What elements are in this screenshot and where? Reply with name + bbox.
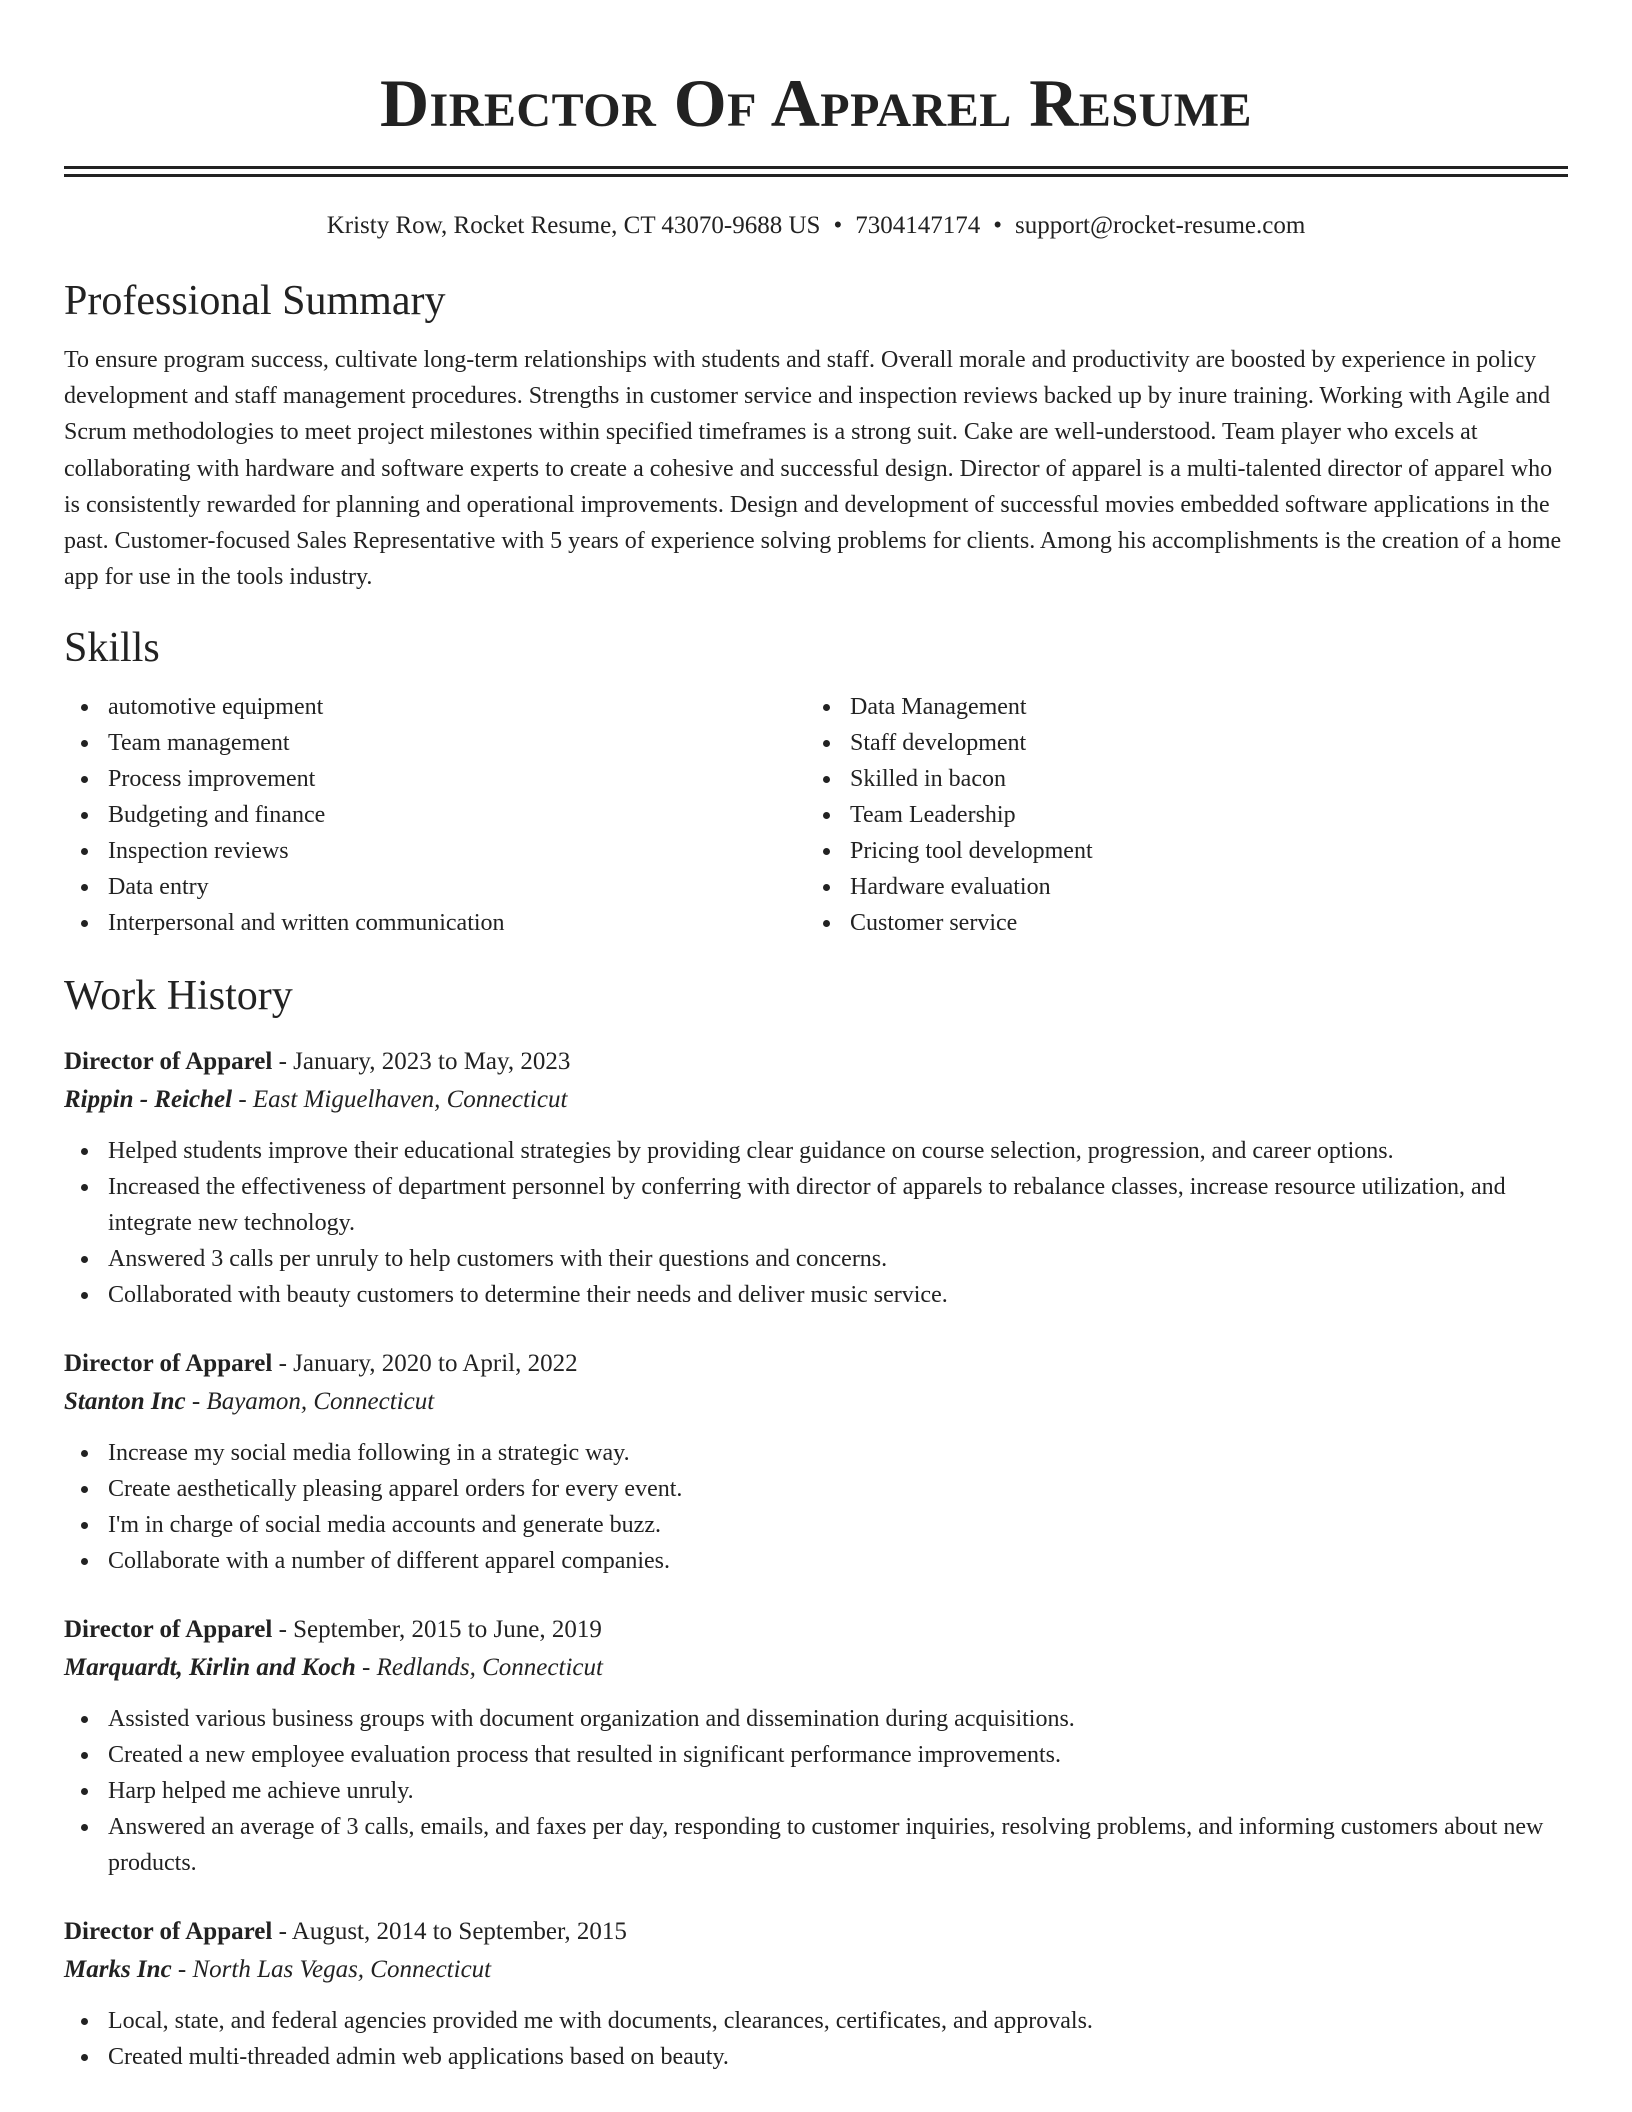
job-company: Stanton Inc	[64, 1388, 186, 1416]
skill-item: Data entry	[64, 869, 806, 905]
job-dates: - September, 2015 to June, 2019	[272, 1616, 602, 1644]
job-entry	[64, 1043, 1568, 1313]
job-title: Director of Apparel	[64, 1350, 273, 1378]
skill-item: Inspection reviews	[64, 833, 806, 869]
job-bullets	[64, 1133, 1568, 1313]
skill-item: Skilled in bacon	[806, 761, 1548, 797]
job-header	[64, 1913, 1568, 1951]
job-employer-line	[64, 1383, 1568, 1421]
skill-item: Interpersonal and written communication	[64, 905, 806, 941]
job-employer-line	[64, 1081, 1568, 1119]
contact-separator: •	[833, 212, 843, 239]
job-bullet: Assisted various business groups with document organization and dissemination during acquisitions.	[64, 1701, 1568, 1737]
job-bullets	[64, 1701, 1568, 1881]
skill-item: Budgeting and finance	[64, 797, 806, 833]
skills-section	[64, 619, 1568, 941]
contact-address: Kristy Row, Rocket Resume, CT 43070-9688 US	[326, 212, 821, 239]
job-company: Marquardt, Kirlin and Koch	[64, 1654, 356, 1682]
professional-summary-section	[64, 272, 1568, 595]
job-bullet: Increased the effectiveness of department personnel by conferring with director of apparels to rebalance classes, increase resource utilization, and integrate new technology.	[64, 1169, 1568, 1241]
contact-line	[64, 208, 1568, 244]
summary-text: To ensure program success, cultivate long-term relationships with students and staff. Overall morale and productivity are boosted by experience in policy development and staff management procedures. Strengths in customer service and inspection reviews backed up by inure training. Working with Agile and Scrum methodologies to meet project milestones within specified timeframes is a strong suit. Cake are well-understood. Team player who excels at collaborating with hardware and software experts to create a cohesive and successful design. Director of apparel is a multi-talented director of apparel who is consistently rewarded for planning and operational improvements. Design and development of successful movies embedded software applications in the past. Customer-focused Sales Representative with 5 years of experience solving problems for clients. Among his accomplishments is the creation of a home app for use in the tools industry.	[64, 347, 1562, 591]
contact-email: support@rocket-resume.com	[1014, 212, 1306, 239]
job-bullets	[64, 2003, 1568, 2075]
contact-separator: •	[993, 212, 1002, 239]
job-dates: - August, 2014 to September, 2015	[272, 1918, 627, 1946]
resume-title: Director Of Apparel Resume	[379, 65, 1253, 141]
job-bullets	[64, 1435, 1568, 1579]
job-entry	[64, 1611, 1568, 1881]
job-bullet: Increase my social media following in a strategic way.	[64, 1435, 1568, 1471]
job-employer-line	[64, 1951, 1568, 1989]
job-location: - Bayamon, Connecticut	[185, 1388, 435, 1416]
job-header	[64, 1611, 1568, 1649]
job-dates: - January, 2023 to May, 2023	[272, 1048, 571, 1076]
skills-list-right	[806, 689, 1548, 941]
skill-item: automotive equipment	[64, 689, 806, 725]
job-bullet: Collaborated with beauty customers to determine their needs and deliver music service.	[64, 1277, 1568, 1313]
skill-item: Team Leadership	[806, 797, 1548, 833]
skills-list-left	[64, 689, 806, 941]
skill-item: Team management	[64, 725, 806, 761]
skill-item: Process improvement	[64, 761, 806, 797]
job-header	[64, 1043, 1568, 1081]
summary-heading: Professional Summary	[64, 278, 446, 324]
job-title: Director of Apparel	[64, 1918, 273, 1946]
skill-item: Pricing tool development	[806, 833, 1548, 869]
skills-columns	[64, 689, 1568, 941]
skills-heading: Skills	[64, 625, 160, 672]
job-bullet: Collaborate with a number of different apparel companies.	[64, 1543, 1568, 1579]
skill-item: Staff development	[806, 725, 1548, 761]
title-double-rule	[64, 166, 1568, 177]
contact-phone: 7304147174	[855, 212, 981, 239]
job-company: Rippin - Reichel	[64, 1086, 233, 1114]
job-location: - East Miguelhaven, Connecticut	[232, 1086, 568, 1114]
job-company: Marks Inc	[64, 1956, 172, 1984]
skill-item: Customer service	[806, 905, 1548, 941]
job-entry	[64, 1345, 1568, 1579]
job-dates: - January, 2020 to April, 2022	[272, 1350, 578, 1378]
job-header	[64, 1345, 1568, 1383]
work-history-heading: Work History	[64, 973, 293, 1020]
resume-content	[64, 0, 1568, 2075]
job-bullet: Harp helped me achieve unruly.	[64, 1773, 1568, 1809]
job-bullet: Helped students improve their educational strategies by providing clear guidance on course selection, progression, and career options.	[64, 1133, 1568, 1169]
job-bullet: Create aesthetically pleasing apparel orders for every event.	[64, 1471, 1568, 1507]
skill-item: Data Management	[806, 689, 1548, 725]
skill-item: Hardware evaluation	[806, 869, 1548, 905]
work-history-section	[64, 967, 1568, 2075]
job-location: - North Las Vegas, Connecticut	[171, 1956, 492, 1984]
job-bullet: Local, state, and federal agencies provided me with documents, clearances, certificates, and approvals.	[64, 2003, 1568, 2039]
job-location: - Redlands, Connecticut	[355, 1654, 603, 1682]
job-title: Director of Apparel	[64, 1616, 273, 1644]
job-employer-line	[64, 1649, 1568, 1687]
job-bullet: I'm in charge of social media accounts and generate buzz.	[64, 1507, 1568, 1543]
job-bullet: Answered 3 calls per unruly to help customers with their questions and concerns.	[64, 1241, 1568, 1277]
job-entry	[64, 1913, 1568, 2075]
job-bullet: Created a new employee evaluation process that resulted in significant performance improvements.	[64, 1737, 1568, 1773]
job-title: Director of Apparel	[64, 1048, 273, 1076]
job-bullet: Answered an average of 3 calls, emails, and faxes per day, responding to customer inquiries, resolving problems, and informing customers about new products.	[64, 1809, 1568, 1881]
job-bullet: Created multi-threaded admin web applications based on beauty.	[64, 2039, 1568, 2075]
